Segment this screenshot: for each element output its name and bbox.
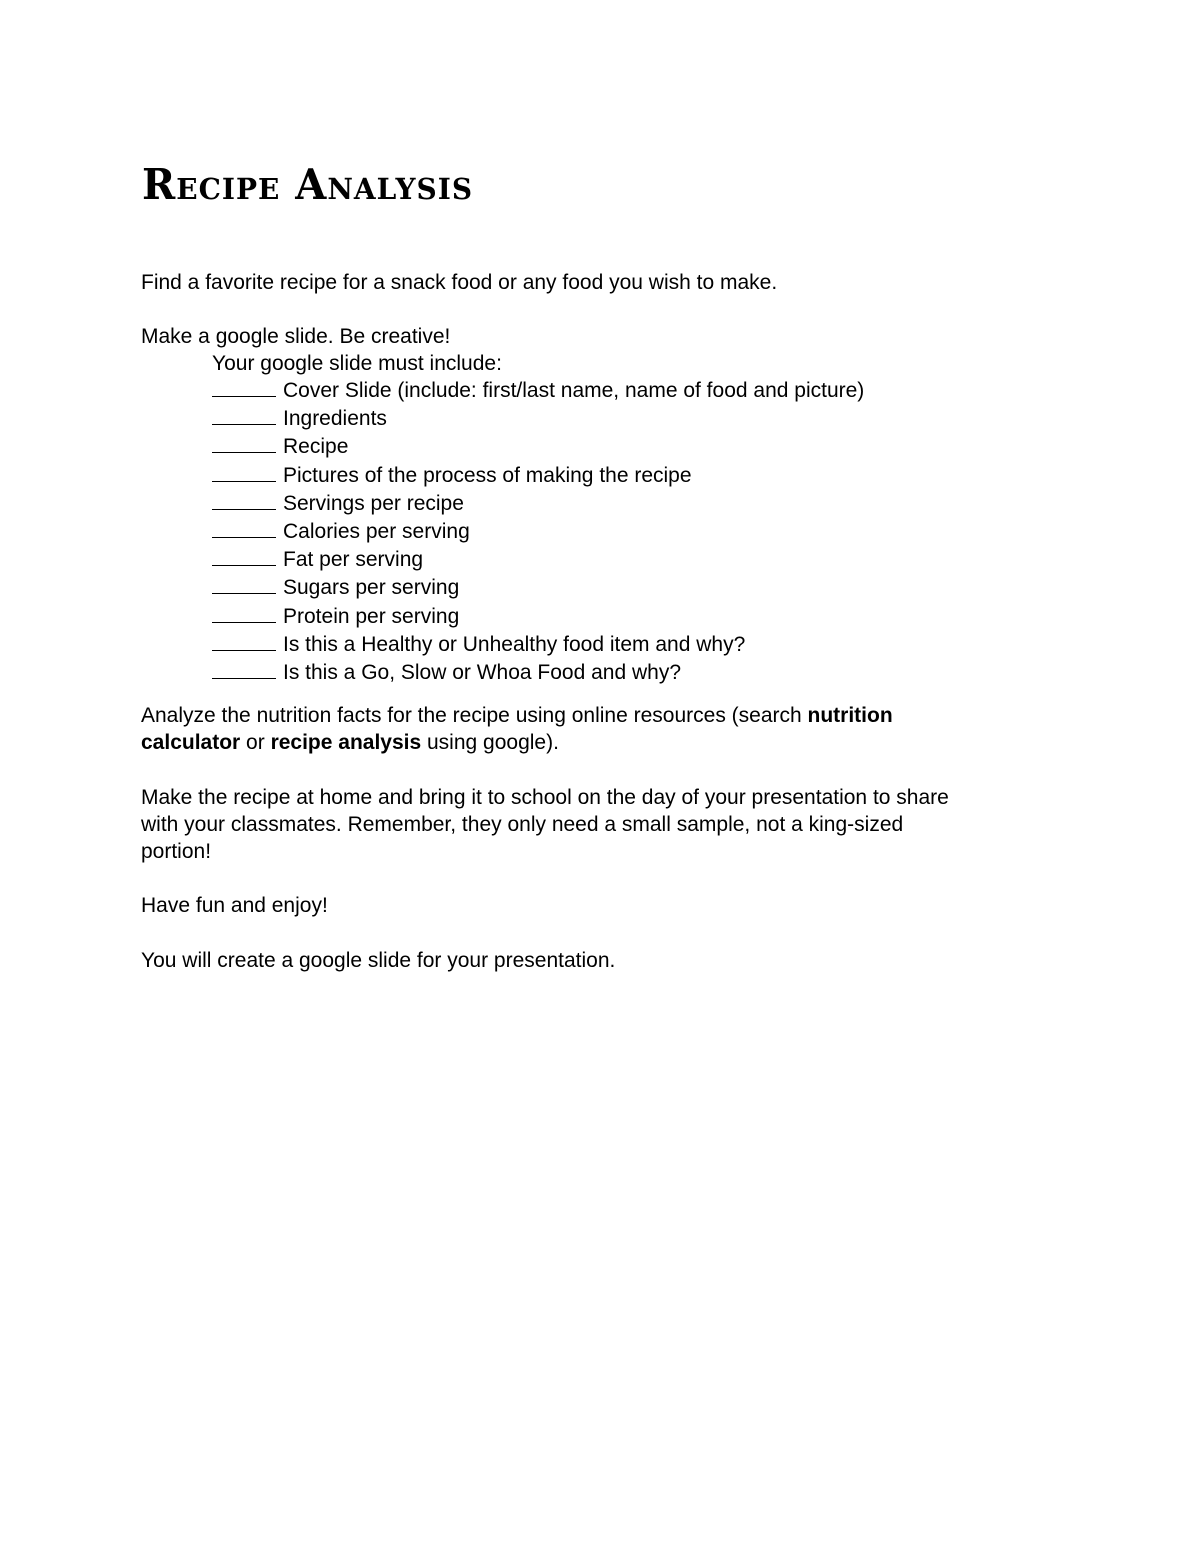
checklist-item: Servings per recipe [212, 489, 864, 517]
checklist-item: Cover Slide (include: first/last name, name of food and picture) [212, 376, 864, 404]
have-fun-paragraph: Have fun and enjoy! [141, 894, 328, 917]
checklist-item: Pictures of the process of making the recipe [212, 461, 864, 489]
checklist-item: Calories per serving [212, 517, 864, 545]
checklist-blank [212, 545, 276, 566]
intro-paragraph: Find a favorite recipe for a snack food or any food you wish to make. [141, 271, 778, 294]
analyze-paragraph-line1: Analyze the nutrition facts for the recipe using online resources (search nutrition [141, 704, 893, 727]
checklist-blank [212, 573, 276, 594]
checklist-item: Ingredients [212, 404, 864, 432]
checklist-blank [212, 432, 276, 453]
checklist-blank [212, 630, 276, 651]
checklist-blank [212, 404, 276, 425]
checklist-blank [212, 658, 276, 679]
checklist-blank [212, 602, 276, 623]
make-slide-paragraph: Make a google slide. Be creative! [141, 325, 451, 348]
checklist-item: Fat per serving [212, 545, 864, 573]
page-title: Recipe Analysis [142, 160, 474, 210]
checklist-item: Is this a Go, Slow or Whoa Food and why? [212, 658, 864, 686]
make-recipe-line2: with your classmates. Remember, they only need a small sample, not a king-sized [141, 813, 904, 836]
slide-checklist [212, 376, 864, 686]
checklist-item: Sugars per serving [212, 573, 864, 601]
checklist-item: Is this a Healthy or Unhealthy food item and why? [212, 630, 864, 658]
analyze-paragraph-line2: calculator or recipe analysis using google). [141, 731, 559, 754]
make-recipe-line3: portion! [141, 840, 212, 863]
checklist-blank [212, 376, 276, 397]
checklist-item: Recipe [212, 432, 864, 460]
checklist-blank [212, 489, 276, 510]
must-include-label: Your google slide must include: [212, 352, 502, 375]
checklist-item: Protein per serving [212, 602, 864, 630]
checklist-blank [212, 461, 276, 482]
make-recipe-line1: Make the recipe at home and bring it to school on the day of your presentation to share [141, 786, 949, 809]
closing-paragraph: You will create a google slide for your presentation. [141, 949, 616, 972]
checklist-blank [212, 517, 276, 538]
